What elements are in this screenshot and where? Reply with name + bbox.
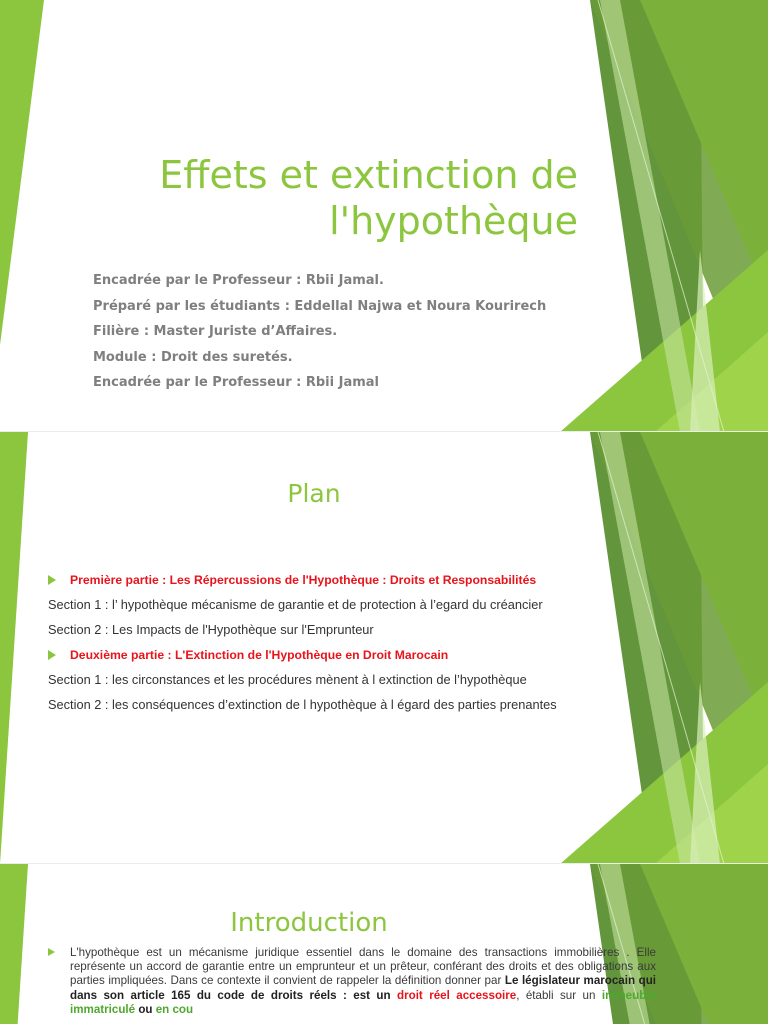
bullet-arrow-icon [48, 575, 56, 585]
supervisor-line-2: Encadrée par le Professeur : Rbii Jamal [93, 375, 379, 390]
slide-title [108, 152, 578, 244]
intro-or: ou [138, 1002, 153, 1016]
part-two-section-1: Section 1 : les circonstances et les procédures mènent à l extinction de l’hypothèque [48, 672, 527, 687]
module-line: Module : Droit des suretés. [93, 349, 293, 365]
intro-body: L'hypothèque est un mécanisme juridique essentiel dans le domaine des transactions immobilières . Elle représente un accord de garantie entre un emprunteur et un prêteur, conférant des droits et des obligations aux parties impliquées. Dans ce contexte il convient de rappeler la définition donner par [70, 946, 656, 988]
title-line-2: l'hypothèque [329, 199, 578, 243]
introduction-slide [0, 864, 768, 1024]
part-two-text: Deuxième partie : L'Extinction de l'Hypothèque en Droit Marocain [70, 648, 449, 662]
part-two-section-2: Section 2 : les conséquences d’extinction de l hypothèque à l égard des parties prenantes [48, 697, 557, 712]
title-slide [0, 0, 768, 432]
part-one-heading [48, 572, 568, 588]
intro-mid: , établi sur un [516, 988, 602, 1002]
plan-slide [0, 432, 768, 864]
intro-term-en-cours: en cou [155, 1002, 194, 1016]
introduction-title: Introduction [230, 908, 388, 938]
plan-outline [48, 572, 568, 722]
bullet-arrow-icon [48, 650, 56, 660]
part-two-heading [48, 647, 568, 663]
intro-law-reference: Le législateur marocain qui dans son article 165 du code de droits réels : est un [70, 974, 656, 1002]
part-one-text: Première partie : Les Répercussions de l'Hypothèque : Droits et Responsabilités [70, 573, 537, 587]
presentation-details [93, 268, 563, 396]
students-line: Préparé par les étudiants : Eddellal Najwa et Noura Kourirech [93, 298, 547, 314]
supervisor-line: Encadrée par le Professeur : Rbii Jamal. [93, 273, 384, 288]
intro-term-immeuble: immeuble immatriculé [70, 988, 656, 1016]
part-one-section-1: Section 1 : l’ hypothèque mécanisme de garantie et de protection à l’egard du créancier [48, 597, 543, 612]
bullet-arrow-icon [48, 948, 55, 956]
intro-term-droit: droit [397, 988, 423, 1002]
program-line: Filière : Master Juriste d’Affaires. [93, 324, 338, 339]
part-one-section-2: Section 2 : Les Impacts de l'Hypothèque sur l'Emprunteur [48, 622, 374, 637]
intro-term-reel-accessoire: réel accessoire [429, 988, 517, 1002]
introduction-paragraph [48, 946, 656, 1017]
title-line-1: Effets et extinction de [159, 153, 578, 197]
introduction-text [70, 946, 656, 1017]
plan-title: Plan [287, 479, 341, 508]
